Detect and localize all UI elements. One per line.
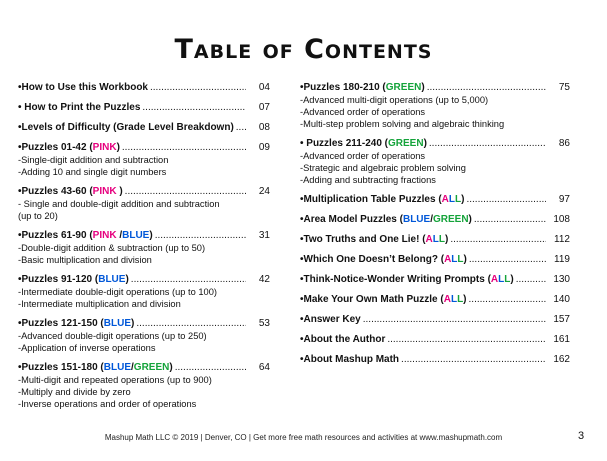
toc-entry-description: -Inverse operations and order of operations — [18, 399, 197, 409]
toc-entry — [300, 354, 570, 366]
leader-dots — [122, 142, 246, 154]
level-tag: GREEN — [385, 82, 422, 93]
toc-entry-title: •Puzzles 61-90 (PINK /BLUE) — [18, 230, 153, 241]
level-tag: ALL — [441, 194, 462, 205]
toc-page-number: 64 — [258, 362, 270, 373]
toc-entry — [300, 234, 570, 246]
leader-dots — [466, 194, 546, 206]
level-tag: ALL — [490, 274, 511, 285]
toc-entry-title: •About Mashup Math — [300, 354, 400, 365]
toc-entry-description: -Multiply and divide by zero — [18, 387, 131, 397]
page-title: Table of Contents — [174, 34, 433, 65]
level-tag: ALL — [443, 294, 464, 305]
toc-entry — [300, 314, 570, 326]
toc-page-number: 112 — [554, 234, 570, 245]
toc-entry-description: -Double-digit addition & subtraction (up to 50) — [18, 243, 206, 253]
toc-page-number: 75 — [558, 82, 570, 93]
toc-entry — [18, 318, 270, 354]
leader-dots — [175, 362, 246, 374]
leader-dots — [142, 102, 246, 114]
leader-dots — [150, 82, 246, 94]
toc-entry — [18, 102, 270, 114]
toc-entry-title: •Puzzles 43-60 (PINK ) — [18, 186, 123, 197]
toc-entry-description: -Multi-digit and repeated operations (up to 900) — [18, 375, 212, 385]
toc-page-number: 07 — [258, 102, 270, 113]
leader-dots — [427, 82, 546, 94]
page-number: 3 — [578, 430, 585, 442]
leader-dots — [136, 318, 246, 330]
toc-page-number: 42 — [258, 274, 270, 285]
leader-dots — [516, 274, 546, 286]
toc-entry-title: •Two Truths and One Lie! (ALL) — [300, 234, 449, 245]
toc-page-number: 119 — [554, 254, 570, 265]
toc-entry-description: (up to 20) — [18, 211, 58, 221]
toc-entry — [300, 294, 570, 306]
leader-dots — [401, 354, 546, 366]
leader-dots — [363, 314, 546, 326]
toc-right-column — [300, 82, 570, 374]
level-tag: PINK — [92, 186, 120, 197]
leader-dots — [429, 138, 546, 150]
leader-dots — [450, 234, 546, 246]
toc-entry-description: -Advanced multi-digit operations (up to 5,000) — [300, 95, 489, 105]
toc-page-number: 08 — [258, 122, 270, 133]
toc-entry — [300, 214, 570, 226]
toc-entry-title: •Levels of Difficulty (Grade Level Breakdown) — [18, 122, 234, 133]
level-tag: PINK — [92, 142, 117, 153]
toc-entry-description: -Multi-step problem solving and algebraic thinking — [300, 119, 505, 129]
toc-entry — [300, 274, 570, 286]
toc-entry-description: -Advanced order of operations — [300, 151, 426, 161]
toc-entry — [18, 230, 270, 266]
toc-page-number: 04 — [258, 82, 270, 93]
toc-entry-description: -Advanced double-digit operations (up to 250) — [18, 331, 207, 341]
toc-page-number: 53 — [258, 318, 270, 329]
toc-entry-description: -Basic multiplication and division — [18, 255, 152, 265]
toc-entry-title: • How to Print the Puzzles — [18, 102, 141, 113]
level-tag: BLUE/GREEN — [402, 214, 469, 225]
toc-entry-title: •Puzzles 180-210 (GREEN) — [300, 82, 425, 93]
toc-entry-description: - Single and double-digit addition and subtraction — [18, 199, 220, 209]
level-tag: GREEN — [388, 138, 424, 149]
toc-entry-title: •About the Author — [300, 334, 386, 345]
toc-page-number: 140 — [553, 294, 570, 305]
toc-entry — [300, 334, 570, 346]
leader-dots — [469, 294, 546, 306]
toc-entry-title: •Puzzles 121-150 (BLUE) — [18, 318, 135, 329]
footer: Mashup Math LLC © 2019 | Denver, CO | Get more free math resources and activities at www.mashupmath.com — [104, 433, 503, 442]
toc-entry — [18, 186, 270, 222]
leader-dots — [131, 274, 246, 286]
toc-page-number: 162 — [553, 354, 570, 365]
leader-dots — [155, 230, 246, 242]
toc-entry-description: -Single-digit addition and subtraction — [18, 155, 169, 165]
toc-entry — [18, 362, 270, 410]
toc-page-number: 108 — [553, 214, 570, 225]
toc-entry — [18, 122, 270, 134]
toc-entry-description: -Intermediate double-digit operations (up to 100) — [18, 287, 217, 297]
toc-entry-title: •Which One Doesn’t Belong? (ALL) — [300, 254, 467, 265]
toc-entry-description: -Application of inverse operations — [18, 343, 156, 353]
toc-entry-title: •Make Your Own Math Puzzle (ALL) — [300, 294, 467, 305]
toc-page-number: 161 — [553, 334, 570, 345]
toc-entry-description: -Adding and subtracting fractions — [300, 175, 436, 185]
leader-dots — [469, 254, 546, 266]
leader-dots — [387, 334, 546, 346]
toc-page-number: 97 — [558, 194, 570, 205]
toc-entry-title: •Puzzles 01-42 (PINK) — [18, 142, 120, 153]
toc-entry — [18, 274, 270, 310]
leader-dots — [125, 186, 246, 198]
toc-entry-title: •Multiplication Table Puzzles (ALL) — [300, 194, 465, 205]
level-tag: BLUE — [98, 274, 126, 285]
toc-entry-title: •Area Model Puzzles (BLUE/GREEN) — [300, 214, 472, 225]
level-tag: ALL — [425, 234, 445, 245]
level-tag: BLUE/GREEN — [103, 362, 170, 373]
toc-entry-title: •Answer Key — [300, 314, 361, 325]
toc-entry-description: -Advanced order of operations — [300, 107, 426, 117]
toc-page-number: 09 — [258, 142, 270, 153]
toc-entry-title: •Puzzles 151-180 (BLUE/GREEN) — [18, 362, 173, 373]
leader-dots — [236, 122, 246, 134]
toc-page-number: 157 — [553, 314, 570, 325]
toc-entry-title: •How to Use this Workbook — [18, 82, 148, 93]
toc-entry — [300, 254, 570, 266]
toc-entry — [18, 142, 270, 178]
toc-entry-title: •Puzzles 91-120 (BLUE) — [18, 274, 129, 285]
toc-page-number: 31 — [258, 230, 270, 241]
toc-entry-description: -Strategic and algebraic problem solving — [300, 163, 466, 173]
toc-page-number: 24 — [258, 186, 270, 197]
toc-entry-description: -Adding 10 and single digit numbers — [18, 167, 167, 177]
leader-dots — [474, 214, 546, 226]
toc-page-number: 130 — [553, 274, 570, 285]
toc-entry-title: • Puzzles 211-240 (GREEN) — [300, 138, 427, 149]
toc-page-number: 86 — [558, 138, 570, 149]
level-tag: ALL — [444, 254, 464, 265]
toc-left-column — [18, 82, 270, 418]
toc-entry — [300, 82, 570, 130]
toc-entry — [300, 194, 570, 206]
toc-entry — [300, 138, 570, 186]
level-tag: BLUE — [103, 318, 132, 329]
level-tag: PINK /BLUE — [92, 230, 150, 241]
toc-entry-description: -Intermediate multiplication and division — [18, 299, 181, 309]
toc-entry-title: •Think-Notice-Wonder Writing Prompts (ALL) — [300, 274, 514, 285]
toc-entry — [18, 82, 270, 94]
